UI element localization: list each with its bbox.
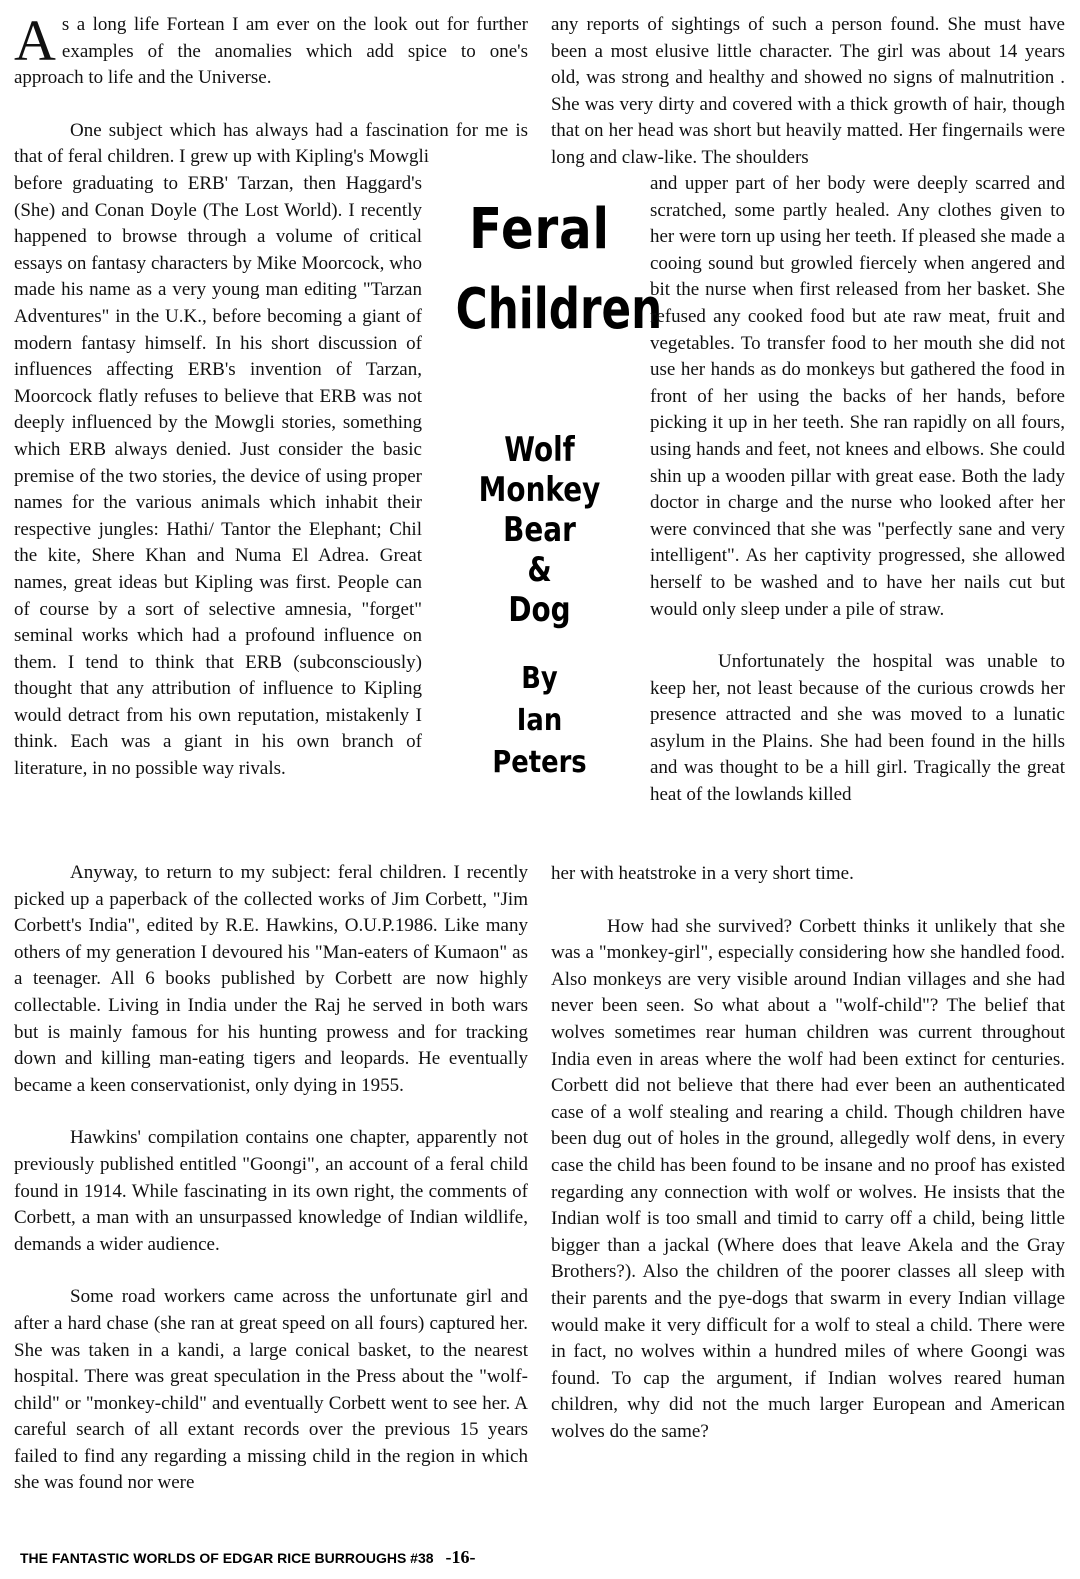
subtitle [451,430,627,630]
sightings-paragraph: any reports of sightings of such a person found. She must have been a most elusive little character. The girl was about 14 years old, was strong and healthy and showed no signs of malnutrition . She was very dirty and covered with a thick growth of hair, though that on her head was short but heavily matted. Her fingernails were long and claw-like. The shoulders [551,14,1065,168]
byline-by: By [521,661,558,696]
left-column-bottom [14,860,528,1497]
subtitle-wolf: Wolf [504,430,575,470]
magazine-name: THE FANTASTIC WORLDS OF EDGAR RICE BURROUGHS #38 [20,1550,434,1566]
title-line-2: Children [455,277,663,342]
byline-last: Peters [492,745,587,780]
left-column-top [14,8,528,171]
title-block [432,190,663,784]
subtitle-dog: Dog [508,590,571,630]
description-paragraph: and upper part of her body were deeply scarred and scratched, some partly healed. Any clothes given to her were torn up using her teeth. If pleased she made a cooing sound but growled fiercely when angered and bit the nurse when first released from her basket. She refused any cooked food but ate raw meat, fruit and vegetables. To transfer food to her mouth she did not use her hands as do monkeys but gathered the food in front of her using the backs of her hands, before picking it up in her teeth. She ran rapidly on all fours, using hands and feet, not knees and elbows. She could shin up a wooden pillar with great ease. Both the lady doctor in charge and the nurse who looked after her were convinced that she was "perfectly sane and very intelligent". As her captivity progressed, she allowed herself to be washed and to have her nails cut but would only sleep under a pile of straw. [650,173,1065,620]
drop-cap: A [14,8,56,73]
survival-paragraph: How had she survived? Corbett thinks it unlikely that she was a "monkey-girl", especially considering how she handled food. Also monkeys are very visible around Indian villages and she had never been seen. So what about a "wolf-child"? The belief that wolves sometimes rear human children was current throughout India even in areas where the wolf had been extinct for centuries. Corbett did not believe that there had ever been an authenticated case of a wolf stealing and rearing a child. Though children have been dug out of holes in the ground, allegedly wolf dens, in every case the child has been found to be insane and no proof has existed regarding any connection with wolf or wolves. He insists that the Indian wolf is too small and timid to carry off a child, being little bigger than a jackal (Where does that leave Akela and the Gray Brothers?). Also the children of the poorer classes all sleep with their parents and the pye-dogs that swarm in every Indian village would make it very difficult for a wolf to steal a child. There were in fact, no wolves within a hundred miles of where Goongi was found. To cap the argument, if Indian wolves reared human children, why did not the much larger European and American wolves do the same? [551,915,1065,1442]
right-column-top [551,12,1065,172]
road-workers-paragraph: Some road workers came across the unfortunate girl and after a hard chase (she ran at great speed on all fours) captured her. She was taken in a kandi, a large conical basket, to the nearest hospital. There was great speculation in the Press about the "wolf-child" or "monkey-child" and eventually Corbett went to see her. A careful search of all extant records over the previous 15 years failed to find any regarding a missing child in the region in which she was found nor were [14,1286,528,1494]
hawkins-paragraph: Hawkins' compilation contains one chapter, apparently not previously published entitled "Goongi", an account of a feral child found in 1914. While fascinating in its own right, the comments of Corbett, a man with an unsurpassed knowledge of Indian wildlife, demands a wider audience. [14,1127,528,1255]
kipling-paragraph-cont: before graduating to ERB' Tarzan, then Haggard's (She) and Conan Doyle (The Lost World). I recently happened to browse through a volume of critical essays on fantasy characters by Mike Moorcock, who made his name as a very young man editing "Tarzan Adventures" in the U.K., before becoming a giant of modern fantasy himself. In his short discussion of influences affecting ERB's invention of Tarzan, Moorcock flatly refuses to believe that ERB was not deeply influenced by the Mowgli stories, something which ERB always denied. Just consider the basic premise of the two stories, the device of using proper names for the various animals which inhabit their respective jungles: Hathi/ Tantor the Elephant; Chil the kite, Shere Khan and Numa El Adrea. Great names, great ideas but Kipling was first. People can of course by a sort of selective amnesia, "forget" seminal works which had a profound influence on them. I tend to think that ERB (subconsciously) thought that any attribution of influence to Kipling would detract from his own reputation, mistakenly I think. Each was a giant in his own branch of literature, in no possible way rivals. [14,173,422,780]
subtitle-ampersand: & [527,550,552,590]
byline-first: Ian [516,703,563,738]
corbett-paragraph: Anyway, to return to my subject: feral children. I recently picked up a paperback of the collected works of Jim Corbett, "Jim Corbett's India", edited by R.E. Hawkins, O.U.P.1986. Like many others of my generation I devoured his "Man-eaters of Kumaon" as a teenager. All 6 books published by Corbett are now highly collectable. Living in India under the Raj he served in both wars but is mainly famous for his hunting prowess and for tracking down and killing man-eating tigers and leopards. He eventually became a keen conservationist, only dying in 1955. [14,862,528,1096]
kipling-paragraph-start: One subject which has always had a fascination for me is that of feral children. I grew up with Kipling's Mowgli [14,119,528,168]
subtitle-monkey: Monkey [478,470,601,510]
subtitle-bear: Bear [503,510,576,550]
byline [447,658,632,784]
title-line-1: Feral [469,197,610,262]
page-number: -16- [445,1547,476,1567]
intro-paragraph: As a long life Fortean I am ever on the look out for further examples of the anomalies which add spice to one's approach to life and the Universe. [14,8,528,89]
left-column-narrow [14,171,422,783]
right-column-bottom [551,861,1065,1445]
page-footer [20,1547,476,1568]
hospital-paragraph: Unfortunately the hospital was unable to keep her, not least because of the curious crowds her presence attracted and she was moved to a lunatic asylum in the Plains. She had been found in the hills and was thought to be a hill girl. Tragically the great heat of the lowlands killed [650,651,1065,806]
right-column-narrow [650,171,1065,809]
hospital-paragraph-end: her with heatstroke in a very short time. [551,863,854,884]
